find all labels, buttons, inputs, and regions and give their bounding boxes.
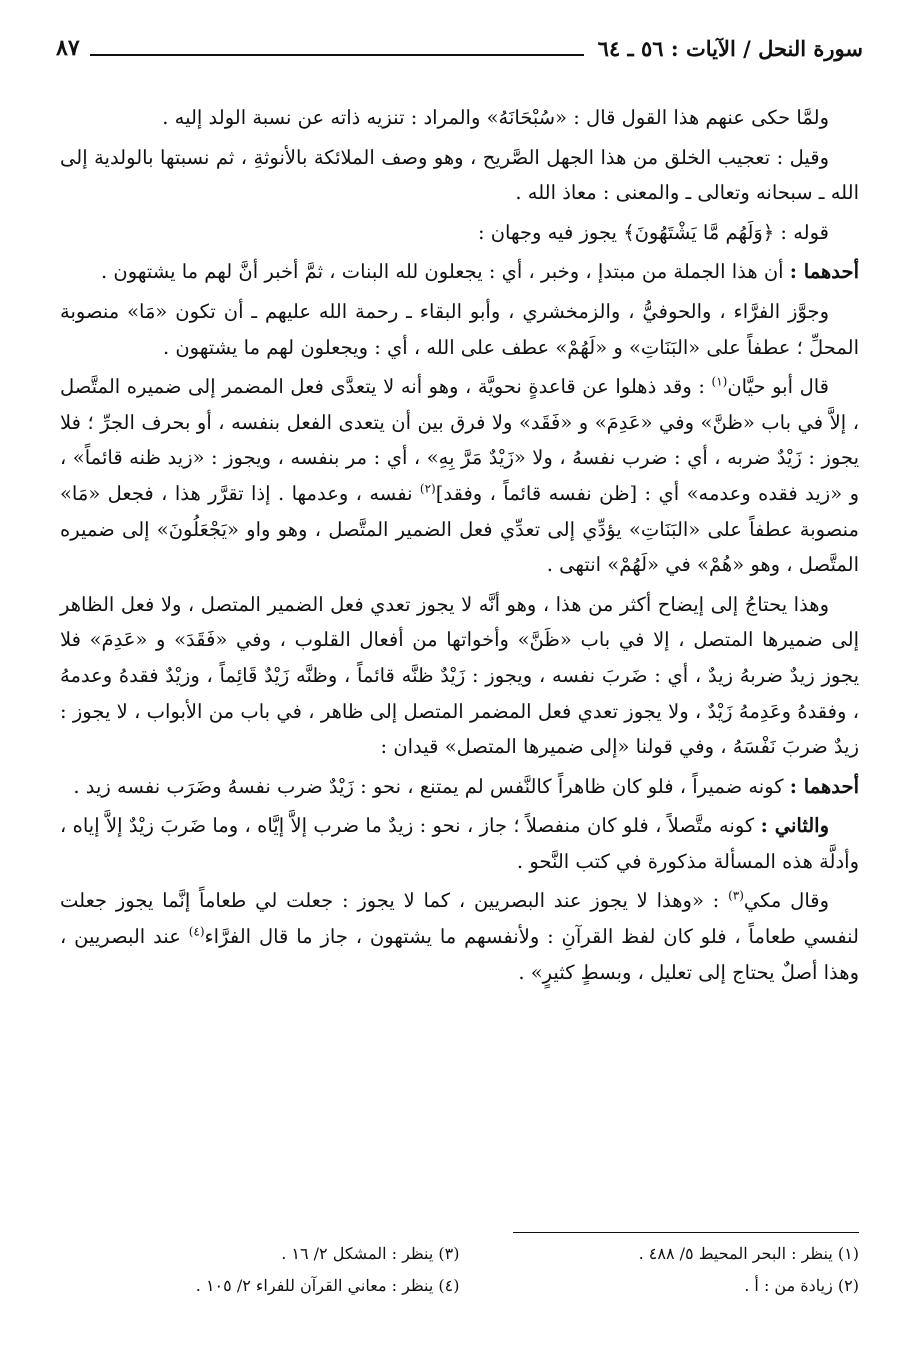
paragraph-text: : «وهذا لا يجوز عند البصريين ، كما لا يجوز : جعلت لي طعاماً إنَّما يجوز جعلت لنفسي طعاماً ، فلو كان لفظ القرآنِ : ولأنفسهم ما يشتهون ، جاز ما قال الفرَّاء	[60, 889, 859, 949]
paragraph-text: كونه متَّصلاً ، فلو كان منفصلاً ؛ جاز ، نحو : زيدٌ ما ضرب إلاَّ إيَّاه ، وما ضَربَ زيْدٌ إلاَّ إياه ، وأدلَّة هذه المسألة مذكورة في كتب النَّحو .	[60, 814, 859, 873]
paragraph-text: وقال مكي	[743, 889, 830, 913]
paragraph	[60, 587, 859, 765]
paragraph-text: أن هذا الجملة من مبتدإ ، وخبر ، أي : يجعلون لله البنات ، ثمَّ أخبر أنَّ لهم ما يشتهون .	[101, 260, 790, 284]
paragraph-text: : وقد ذهلوا عن قاعدةٍ نحويَّة ، وهو أنه لا يتعدَّى فعل المضمر إلى ضميره المتَّصل ، إلاَّ في باب «ظنَّ» وفي «عَدِمَ» و «فَقَد» ولا فرق بين أن يتعدى الفعل بنفسه ، أو بحرف الجرِّ ؛ فلا يجوز : زَيْدٌ ضربه ، أي : ضرب نفسهُ ، ولا «زَيْدٌ مَرَّ بِهِ» ، أي : مر بنفسه ، ويجوز : «زيد ظنه قائماً» ، و «زيد فقده وعدمه» أي : [ظن نفسه قائماً ، وفقد]	[60, 375, 859, 505]
paragraph-text: وهذا يحتاجُ إلى إيضاح أكثر من هذا ، وهو أنَّه لا يجوز تعدي فعل الضمير المتصل ، ولا فعل الظاهر إلى ضميرها المتصل ، إلا في باب «ظَنَّ» وأخواتها من أفعال القلوب ، وفي «فَقَدَ» و «عَدِمَ» فلا يجوز زيدٌ ضربهُ زيدٌ ، أي : ضَربَ نفسه ، ويجوز : زَيْدٌ ظنَّه قائماً ، وظنَّه زَيْدٌ قَائِماً ، وزيْدٌ فقدهُ وعدمهُ ، وفقدهُ وعَدِمهُ زَيْدٌ ، ولا يجوز تعدي فعل المضمر المتصل إلى ظاهر ، في باب من الأبواب ، لا يجوز : زيدٌ ضربَ نَفْسَهُ ، وفي قولنا «إلى ضميرها المتصل» قيدان :	[60, 592, 859, 759]
paragraph-lead: أحدهما :	[789, 774, 859, 798]
footnote: (٢) زيادة من : أ .	[744, 1276, 859, 1295]
paragraph	[60, 254, 859, 290]
footnote-ref[interactable]: (٣)	[728, 888, 744, 903]
paragraph	[60, 294, 859, 365]
paragraph-lead: والثاني :	[760, 814, 829, 838]
paragraph-text: نفسه ، وعدمها . إذا تقرَّر هذا ، فجعل «مَا» منصوبة عطفاً على «البَنَاتِ» يؤدِّي إلى تعدِّي فعل الضمير المتَّصل ، وهو واو «يَجْعَلُونَ» إلى ضميره المتَّصل ، وهو «هُمْ» في «لَهُمْ» انتهى .	[60, 481, 859, 577]
footnote-separator	[513, 1232, 859, 1233]
header-rule	[90, 54, 584, 56]
paragraph	[60, 100, 859, 136]
page-number: ٨٧	[56, 35, 80, 61]
footnote-ref[interactable]: (١)	[711, 374, 728, 389]
footnote-ref[interactable]: (٢)	[419, 481, 436, 496]
paragraph	[60, 808, 859, 879]
paragraph-text: وقيل : تعجيب الخلق من هذا الجهل الصَّريح ، وهو وصف الملائكة بالأنوثةِ ، ثم نسبتها بالولدية إلى الله ـ سبحانه وتعالى ـ والمعنى : معاذ الله .	[60, 145, 859, 205]
footnote: (٤) ينظر : معاني القرآن للفراء ٢/ ١٠٥ .	[195, 1276, 460, 1295]
paragraph-text: ولمَّا حكى عنهم هذا القول قال : «سُبْحَانَهُ» والمراد : تنزيه ذاته عن نسبة الولد إليه .	[162, 106, 829, 129]
paragraph-text: وجوَّز الفرَّاء ، والحوفيُّ ، والزمخشري ، وأبو البقاء ـ رحمة الله عليهم ـ أن تكون «مَا» منصوبة المحلِّ ؛ عطفاً على «البَنَاتِ» و «لَهُمْ» عطف على الله ، أي : ويجعلون لهم ما يشتهون .	[60, 299, 859, 359]
footnote: (٣) ينظر : المشكل ٢/ ١٦ .	[281, 1244, 460, 1263]
paragraph-text: قوله : ﴿وَلَهُم مَّا يَشْتَهُونَ﴾ يجوز فيه وجهان :	[477, 220, 829, 244]
paragraph-lead: أحدهما :	[789, 260, 859, 284]
main-text	[60, 100, 859, 994]
paragraph	[60, 369, 859, 583]
paragraph-text: كونه ضميراً ، فلو كان ظاهراً كالنَّفس لم يمتنع ، نحو : زَيْدٌ ضرب نفسهُ وضَرَب نفسه زيد .	[73, 774, 790, 798]
paragraph	[60, 883, 859, 990]
paragraph-text: قال أبو حيَّان	[727, 375, 829, 399]
footnote-ref[interactable]: (٤)	[188, 924, 205, 939]
paragraph	[60, 215, 859, 251]
footnote: (١) ينظر : البحر المحيط ٥/ ٤٨٨ .	[638, 1244, 859, 1263]
paragraph-text: عند البصريين ، وهذا أصلٌ يحتاج إلى تعليل ، وبسطٍ كثيرٍ» .	[60, 925, 859, 984]
paragraph	[60, 140, 859, 211]
footnotes	[60, 1240, 859, 1300]
running-title: سورة النحل / الآيات : ٥٦ ـ ٦٤	[597, 35, 863, 61]
page-header	[56, 30, 863, 66]
paragraph	[60, 769, 859, 805]
